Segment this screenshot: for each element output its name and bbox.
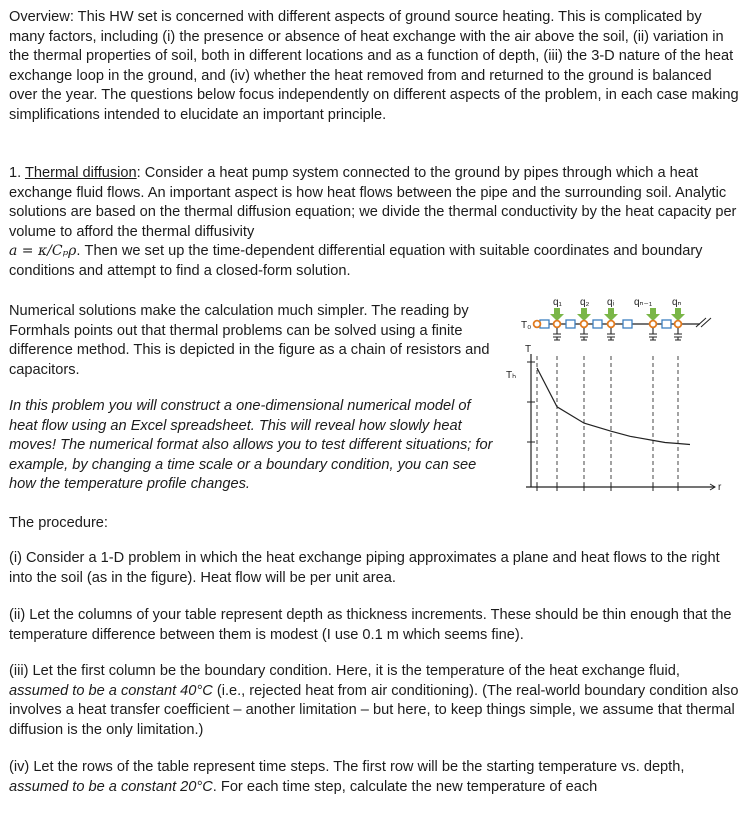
soil-hatch-icon: [696, 318, 711, 327]
step-iv-assumption: assumed to be a constant 20°C: [9, 778, 213, 795]
resistor-icon: [566, 320, 575, 328]
plot-axes: [526, 354, 715, 487]
capacitor-icon: [649, 328, 657, 340]
numerical-paragraph: Numerical solutions make the calculation much simpler. The reading by Formhals points out that thermal problems can be solved using a finite difference method. This is depicted in the figure as a chain of resistors and capacitors.: [9, 303, 490, 378]
resistor-icon: [540, 320, 549, 328]
label-q2: q₂: [580, 297, 590, 308]
capacitor-icon: [607, 328, 615, 340]
label-qn-1: qₙ₋₁: [634, 297, 653, 308]
section-1-intro: : Consider a heat pump system connected to the ground by pipes through which a heat exchange fluid flows. An important aspect is how heat flows between the pipe and the surrounding soil. Analytic solutions are based on the thermal diffusion equation; we divide the thermal conductivity by the heat capacity per volume to afford the thermal diffusivity: [9, 165, 737, 240]
step-iii-text-end: (i.e., rejected heat from air conditioning). (The real-world boundary condition also involves a heat transfer coefficient – another limitation – but here, to keep things simple, we assume that thermal diffusion is the only limitation.): [9, 682, 739, 738]
problem-statement-paragraph: In this problem you will construct a one-dimensional numerical model of heat flow using an Excel spreadsheet. This will reveal how slowly heat moves! The numerical format also allows you to test different situations; for example, by changing a time scale or a boundary condition, you can see how the temperature profile changes.: [9, 398, 493, 492]
label-t-axis: T: [525, 344, 532, 355]
node-icon: [675, 321, 682, 328]
capacitor-icon: [580, 328, 588, 340]
node-icon: [554, 321, 561, 328]
step-iii-paragraph: [9, 662, 739, 740]
step-iv-text: (iv) Let the rows of the table represent time steps. The first row will be the starting temperature vs. depth,: [9, 759, 685, 775]
node-grid-lines: [537, 356, 678, 487]
label-q1: q₁: [553, 297, 562, 308]
rc-network-figure: [500, 292, 735, 497]
arrow-icon: [671, 308, 685, 321]
resistor-icon: [593, 320, 602, 328]
temperature-profile-curve: [537, 368, 690, 445]
arrow-icon: [646, 308, 660, 321]
resistor-icon: [662, 320, 671, 328]
node-icon: [534, 321, 541, 328]
resistor-icon: [623, 320, 632, 328]
arrow-icon: [604, 308, 618, 321]
arrow-icon: [550, 308, 564, 321]
label-r-axis: r: [718, 482, 722, 493]
section-1-paragraph: [9, 164, 739, 281]
step-ii-paragraph: (ii) Let the columns of your table represent depth as thickness increments. These should be thin enough that the temperature difference between them is modest (I use 0.1 m which seems fine).: [9, 607, 732, 643]
node-icon: [650, 321, 657, 328]
step-iv-paragraph: [9, 758, 739, 797]
arrow-icon: [577, 308, 591, 321]
step-iii-assumption: assumed to be a constant 40°C: [9, 682, 213, 699]
label-qn: qₙ: [672, 297, 682, 308]
q-labels: [553, 297, 682, 308]
node-icon: [581, 321, 588, 328]
capacitors: [553, 328, 682, 340]
heat-flow-arrows: [550, 308, 685, 321]
axis-ticks: [527, 362, 678, 491]
capacitor-icon: [674, 328, 682, 340]
diffusivity-formula: a = κ/Cₚρ: [9, 243, 77, 259]
capacitor-icon: [553, 328, 561, 340]
step-iv-text-end: . For each time step, calculate the new temperature of each: [212, 778, 598, 795]
procedure-heading: The procedure:: [9, 515, 108, 531]
step-i-paragraph: (i) Consider a 1-D problem in which the heat exchange piping approximates a plane and heat flows to the right into the soil (as in the figure). Heat flow will be per unit area.: [9, 550, 720, 586]
label-tb: Tₕ: [506, 370, 517, 381]
section-1-number: 1.: [9, 165, 25, 181]
step-iii-text: (iii) Let the first column be the boundary condition. Here, it is the temperature of the heat exchange fluid,: [9, 663, 680, 679]
label-t0: T₀: [521, 320, 532, 331]
section-1-intro-after: . Then we set up the time-dependent differential equation with suitable coordinates and boundary conditions and attempt to find a closed-form solution.: [9, 243, 703, 279]
section-1-title: Thermal diffusion: [24, 165, 137, 181]
label-qi: qᵢ: [607, 297, 615, 308]
node-icon: [608, 321, 615, 328]
overview-paragraph: Overview: This HW set is concerned with different aspects of ground source heating. This is complicated by many factors, including (i) the presence or absence of heat exchange with the air above the soil, (ii) variation in the thermal properties of soil, both in different locations and as a function of depth, (iii) the 3-D nature of the heat exchange loop in the ground, and (iv) whether the heat removed from and returned to the ground is balanced over the year. The questions below focus independently on different aspects of the problem, in each case making simplifications intended to elucidate an important principle.: [9, 9, 739, 123]
